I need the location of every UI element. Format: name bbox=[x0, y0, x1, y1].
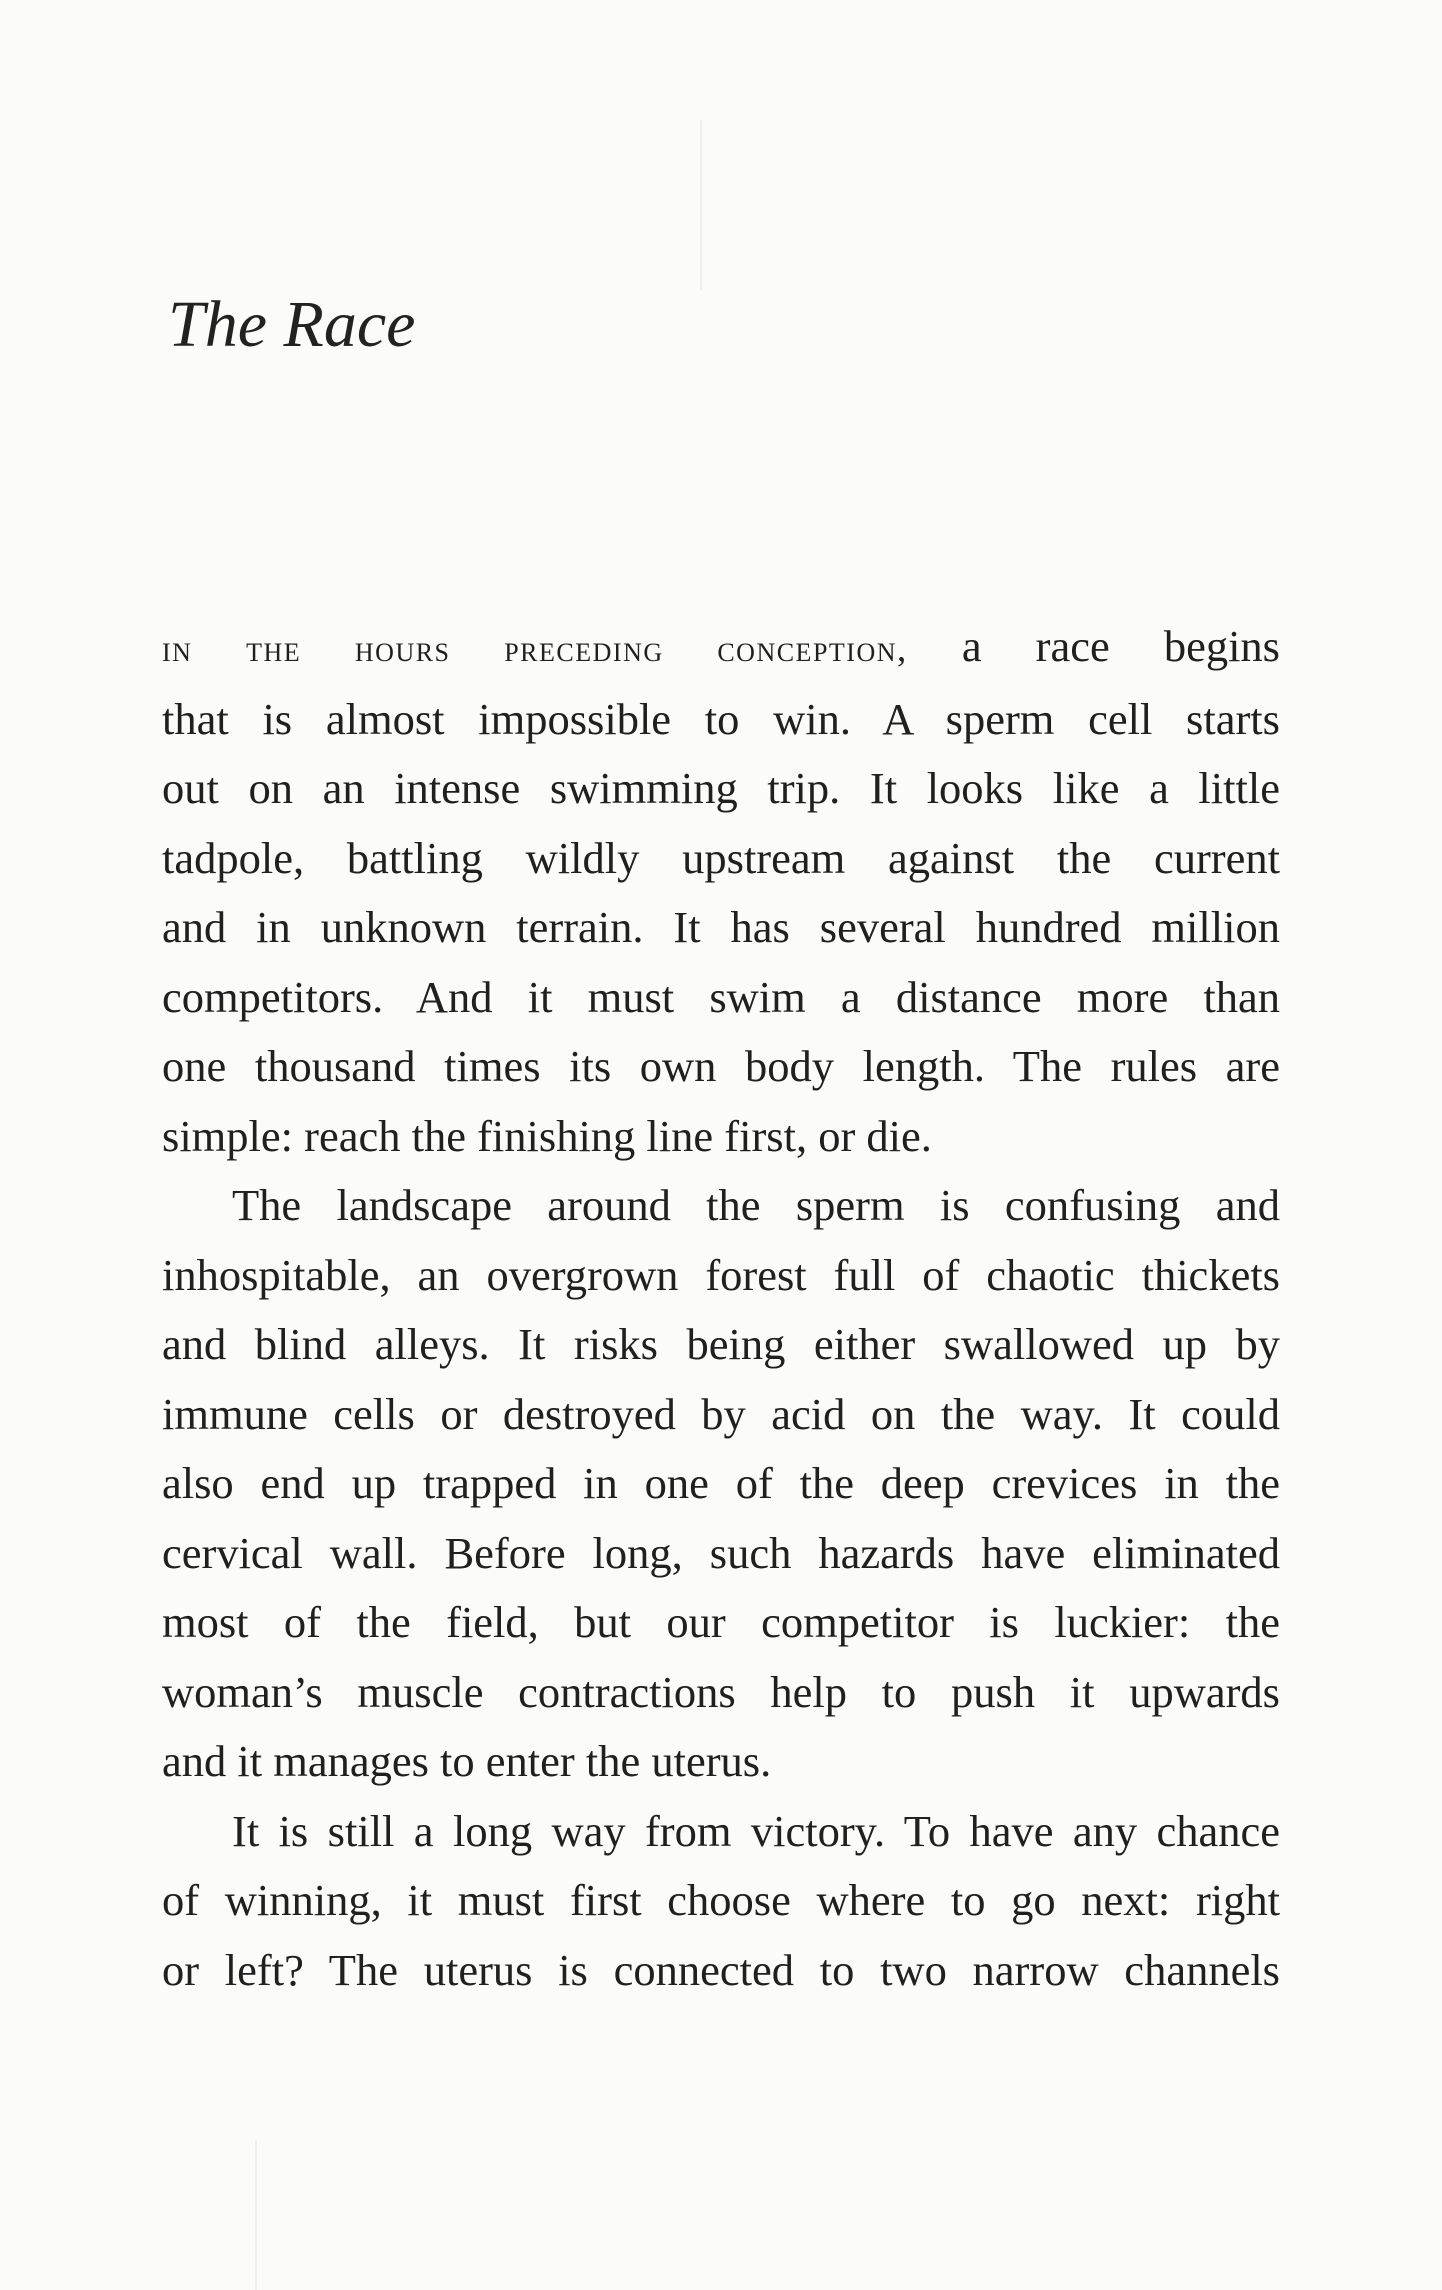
scan-artifact bbox=[255, 2140, 257, 2290]
text-line: It is still a long way from victory. To have any chance bbox=[232, 1805, 1280, 1856]
text-line: or left? The uterus is connected to two narrow channels bbox=[162, 1944, 1280, 1995]
text-line: and it manages to enter the uterus. bbox=[162, 1736, 772, 1786]
text-line: competitors. And it must swim a distance more than bbox=[162, 971, 1280, 1022]
text-line: woman’s muscle contractions help to push it upwards bbox=[162, 1666, 1280, 1717]
chapter-title: The Race bbox=[168, 288, 416, 361]
scan-artifact bbox=[700, 120, 702, 290]
text-line: tadpole, battling wildly upstream against the current bbox=[162, 832, 1280, 883]
text-line: out on an intense swimming trip. It looks like a little bbox=[162, 763, 1280, 813]
text-line: one thousand times its own body length. The rules are bbox=[162, 1041, 1280, 1091]
text-line: and in unknown terrain. It has several hundred million bbox=[162, 902, 1280, 952]
body-text bbox=[162, 612, 1280, 2005]
paragraph-2 bbox=[162, 1171, 1280, 1797]
text-line: immune cells or destroyed by acid on the way. It could bbox=[162, 1388, 1280, 1439]
lead-in-smallcaps: in the hours preceding conception, bbox=[162, 629, 908, 670]
text-line: inhospitable, an overgrown forest full of chaotic thickets bbox=[162, 1249, 1280, 1300]
text-line: cervical wall. Before long, such hazards have eliminated bbox=[162, 1527, 1280, 1578]
text-line-fragment: a race begins bbox=[907, 621, 1280, 671]
text-line: and blind alleys. It risks being either swallowed up by bbox=[162, 1319, 1280, 1369]
text-line bbox=[162, 612, 1280, 685]
text-line: The landscape around the sperm is confusing and bbox=[232, 1180, 1280, 1230]
text-line: of winning, it must first choose where to go next: right bbox=[162, 1875, 1280, 1925]
text-line: most of the field, but our competitor is luckier: the bbox=[162, 1597, 1280, 1647]
text-line: also end up trapped in one of the deep crevices in the bbox=[162, 1458, 1280, 1508]
paragraph-3 bbox=[162, 1797, 1280, 2006]
paragraph-1 bbox=[162, 612, 1280, 1171]
text-line: simple: reach the finishing line first, or die. bbox=[162, 1110, 932, 1161]
text-line: that is almost impossible to win. A sperm cell starts bbox=[162, 693, 1280, 744]
